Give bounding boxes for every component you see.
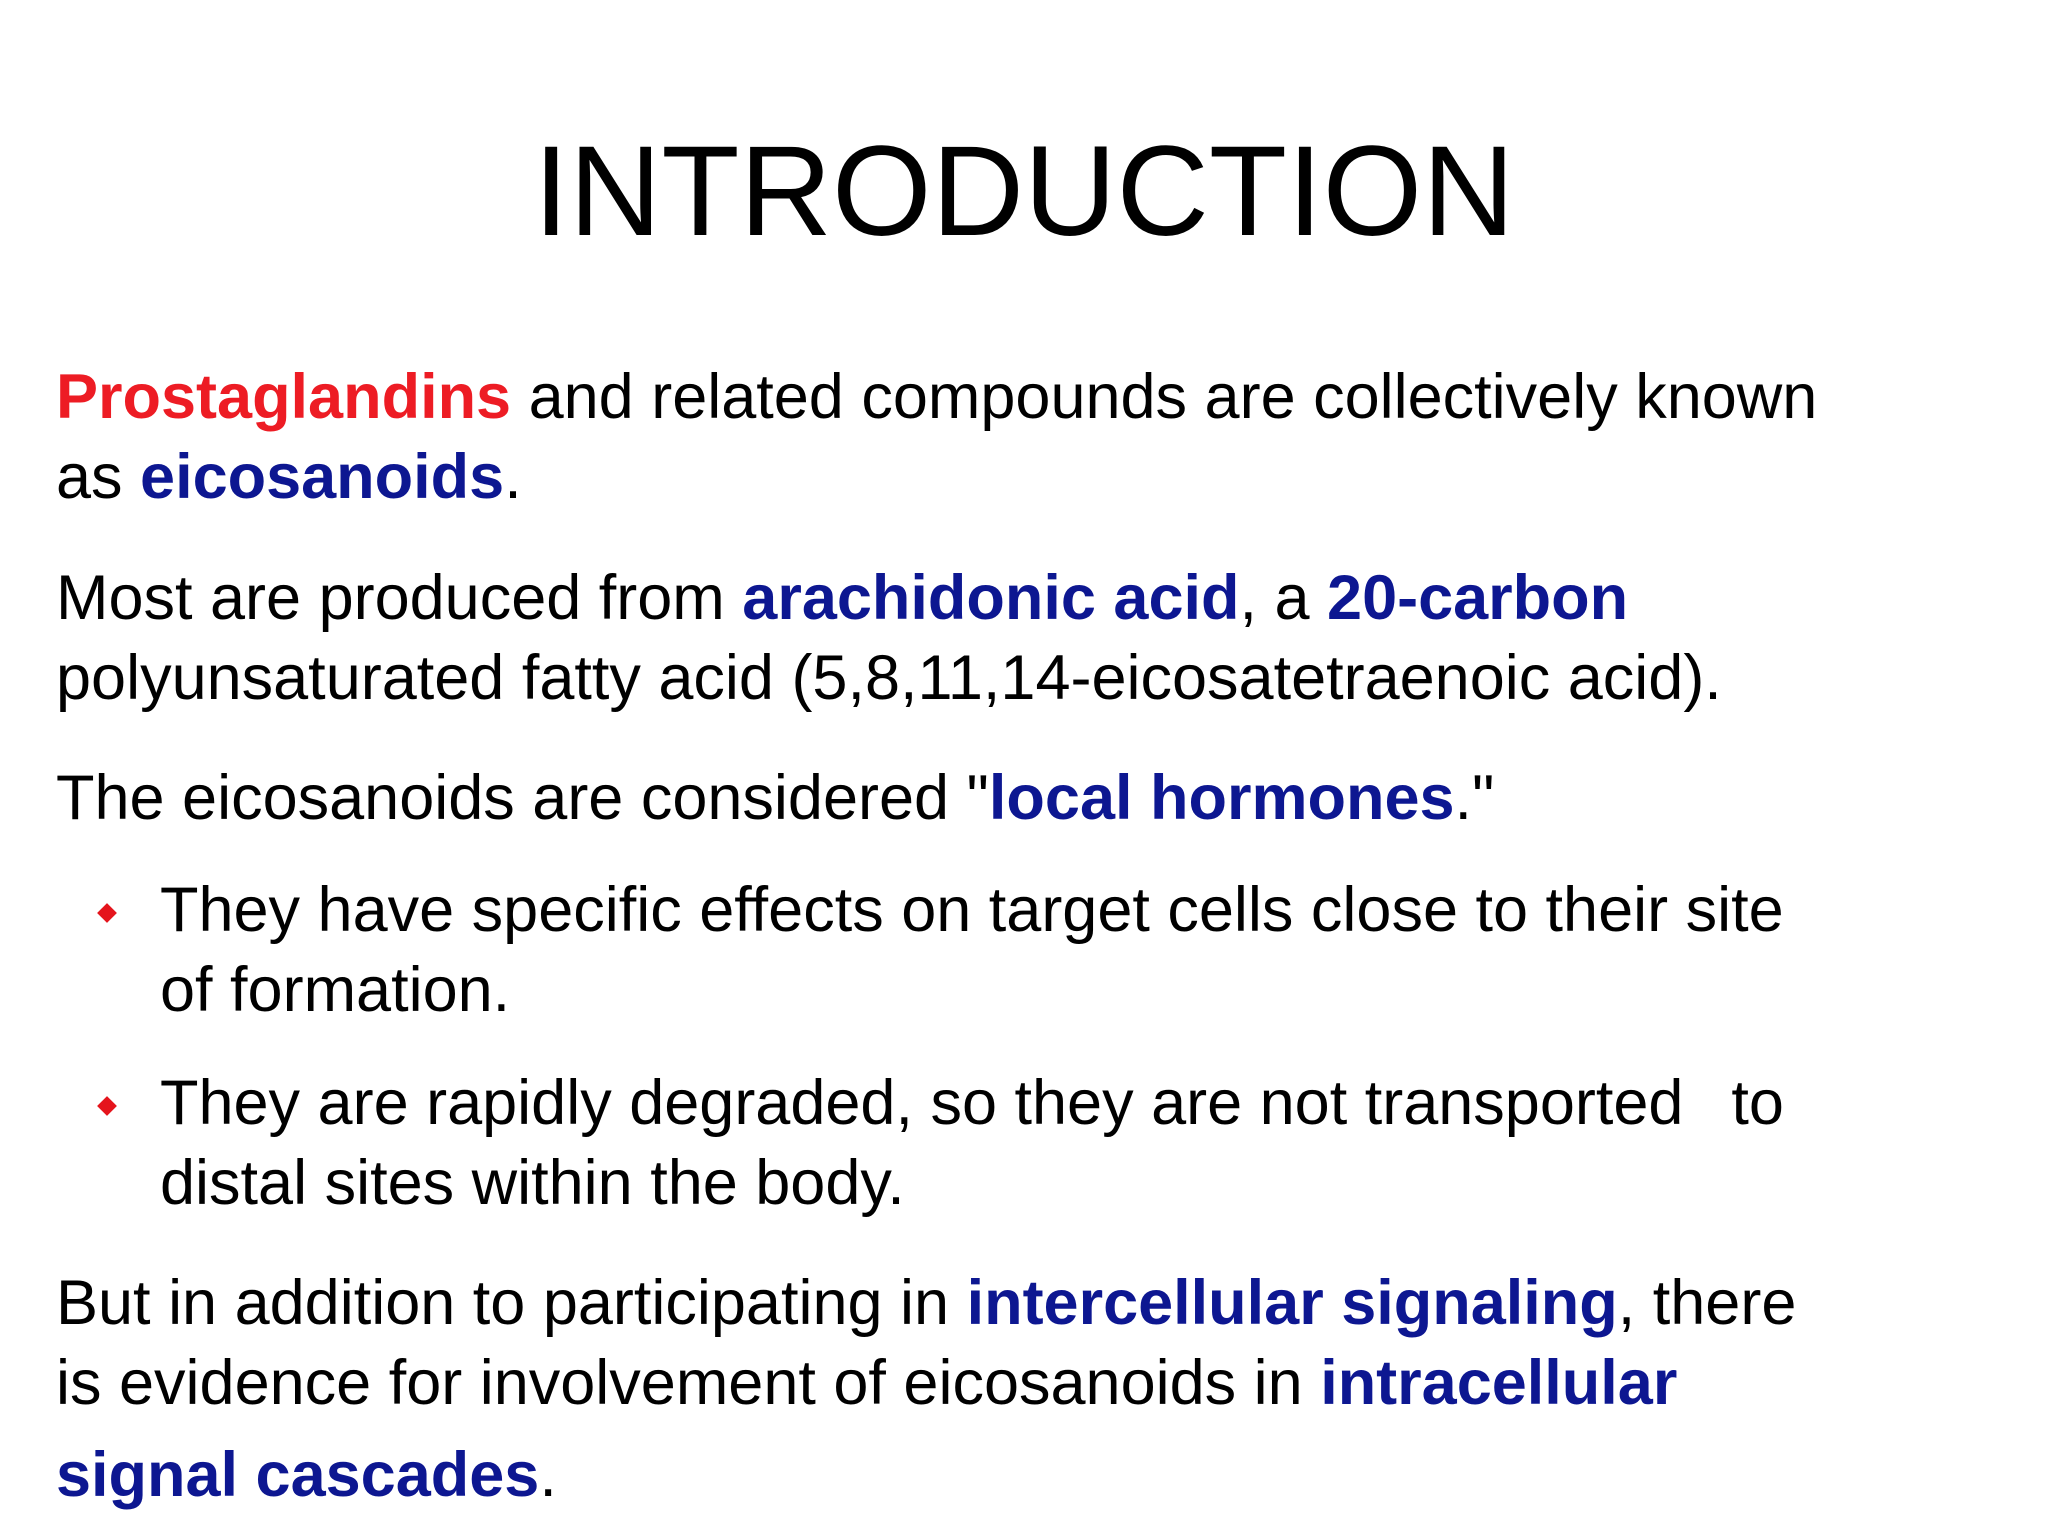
diamond-bullet-icon <box>97 903 117 923</box>
text-segment: ." <box>1454 763 1495 833</box>
bullet-text: of formation. <box>160 955 511 1025</box>
bullet-text: They are rapidly degraded, so they are not transported <box>160 1068 1684 1138</box>
paragraph-arachidonic-acid <box>56 558 1722 718</box>
slide-title: INTRODUCTION <box>533 120 1515 263</box>
text-segment: polyunsaturated fatty acid (5,8,11,14-eicosatetraenoic acid). <box>56 643 1722 713</box>
text-segment: is evidence for involvement of eicosanoids in <box>56 1348 1321 1418</box>
paragraph-eicosanoids-definition <box>56 357 1817 517</box>
diamond-bullet-icon <box>97 1096 117 1116</box>
term-local-hormones: local hormones <box>988 763 1455 833</box>
text-segment: , there <box>1617 1268 1797 1338</box>
text-segment: , a <box>1239 563 1328 633</box>
paragraph-local-hormones <box>56 758 1494 838</box>
text-segment: The eicosanoids are considered " <box>56 763 989 833</box>
paragraph-intercellular-signaling <box>56 1263 1796 1515</box>
bullet-text: to <box>1731 1068 1784 1138</box>
text-segment: But in addition to participating in <box>56 1268 967 1338</box>
term-20-carbon: 20-carbon <box>1327 563 1629 633</box>
term-eicosanoids: eicosanoids <box>140 442 505 512</box>
text-segment: . <box>539 1440 557 1510</box>
bullet-text: distal sites within the body. <box>160 1148 905 1218</box>
term-intracellular: intracellular <box>1320 1348 1678 1418</box>
term-signal-cascades: signal cascades <box>56 1440 540 1510</box>
text-segment: and related compounds are collectively known <box>511 362 1818 432</box>
text-segment: Most are produced from <box>56 563 743 633</box>
term-intercellular-signaling: intercellular signaling <box>966 1268 1618 1338</box>
term-prostaglandins: Prostaglandins <box>56 362 512 432</box>
bullet-text: They have specific effects on target cells close to their site <box>160 875 1784 945</box>
term-arachidonic-acid: arachidonic acid <box>742 563 1240 633</box>
bullet-item-rapidly-degraded <box>160 1063 1784 1223</box>
text-segment: . <box>504 442 522 512</box>
text-segment: as <box>56 442 141 512</box>
bullet-item-specific-effects <box>160 870 1784 1030</box>
